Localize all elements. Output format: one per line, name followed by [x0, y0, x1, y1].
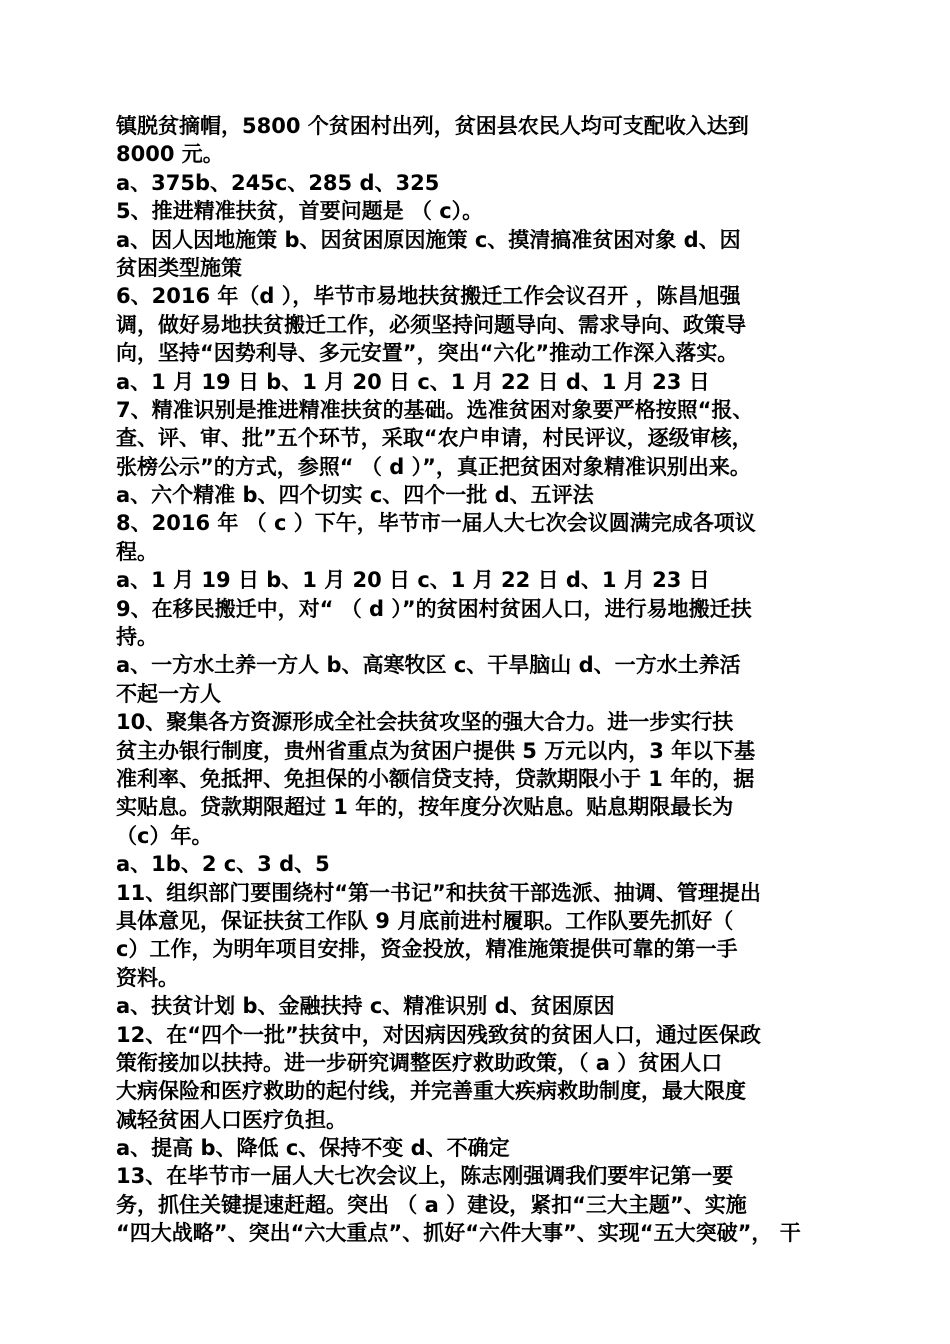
- answer-options-line: a、1 月 19 日 b、1 月 20 日 c、1 月 22 日 d、1 月 23 日: [116, 568, 710, 593]
- answer-options-line: a、提高 b、降低 c、保持不变 d、不确定: [116, 1136, 510, 1161]
- text-line: 镇脱贫摘帽，5800 个贫困村出列，贫困县农民人均可支配收入达到: [116, 114, 749, 138]
- text-line: 贫主办银行制度，贵州省重点为贫困户提供 5 万元以内，3 年以下基: [116, 738, 756, 763]
- question-line: 11、组织部门要围绕村“第一书记”和扶贫干部选派、抽调、管理提出: [116, 880, 761, 905]
- text-line: 务，抓住关键提速赶超。突出 （ a ）建设，紧扣“三大主题”、实施: [116, 1192, 747, 1217]
- text-line: 程。: [116, 539, 158, 564]
- text-line: 准利率、免抵押、免担保的小额信贷支持，贷款期限小于 1 年的，据: [116, 766, 755, 791]
- answer-options-line: a、扶贫计划 b、金融扶持 c、精准识别 d、贫困原因: [116, 994, 615, 1019]
- text-line: （c）年。: [116, 823, 213, 848]
- question-line: 9、在移民搬迁中，对“ （ d ）”的贫困村贫困人口，进行易地搬迁扶: [116, 596, 752, 621]
- question-line: 10、聚集各方资源形成全社会扶贫攻坚的强大合力。进一步实行扶: [116, 710, 734, 735]
- answer-options-line: a、1b、2 c、3 d、5: [116, 852, 330, 877]
- answer-options-line: a、1 月 19 日 b、1 月 20 日 c、1 月 22 日 d、1 月 23 日: [116, 369, 710, 394]
- answer-options-line: a、375b、245c、285 d、325: [116, 170, 440, 195]
- text-line: 持。: [116, 625, 158, 650]
- text-line: 减轻贫困人口医疗负担。: [116, 1107, 347, 1132]
- question-line: 6、2016 年（d ），毕节市易地扶贫搬迁工作会议召开 ，陈昌旭强: [116, 284, 741, 309]
- answer-options-line: a、六个精准 b、四个切实 c、四个一批 d、五评法: [116, 483, 594, 508]
- question-line: 13、在毕节市一届人大七次会议上，陈志刚强调我们要牢记第一要: [116, 1164, 734, 1189]
- answer-options-line: a、因人因地施策 b、因贫困原因施策 c、摸清搞准贫困对象 d、因: [116, 227, 741, 252]
- question-line: 12、在“四个一批”扶贫中，对因病因残致贫的贫困人口，通过医保政: [116, 1022, 761, 1047]
- text-line: 资料。: [116, 965, 179, 990]
- text-line: 张榜公示”的方式，参照“ （ d ）”，真正把贫困对象精准识别出来。: [116, 454, 751, 479]
- text-line: c）工作，为明年项目安排，资金投放，精准施策提供可靠的第一手: [116, 937, 738, 962]
- text-line: 查、评、审、批”五个环节，采取“农户申请，村民评议，逐级审核，: [116, 426, 753, 451]
- question-line: 8、2016 年 （ c ）下午，毕节市一届人大七次会议圆满完成各项议: [116, 511, 756, 536]
- text-line: 大病保险和医疗救助的起付线，并完善重大疾病救助制度，最大限度: [116, 1079, 746, 1104]
- text-line: 不起一方人: [116, 681, 221, 706]
- question-line: 7、精准识别是推进精准扶贫的基础。选准贫困对象要严格按照“报、: [116, 397, 754, 422]
- answer-options-line: a、一方水土养一方人 b、高寒牧区 c、干旱脑山 d、一方水土养活: [116, 653, 741, 678]
- text-line: 策衔接加以扶持。进一步研究调整医疗救助政策，（ a ）贫困人口: [116, 1050, 723, 1075]
- text-line: “四大战略”、突出“六大重点”、抓好“六件大事”、实现“五大突破”， 干: [116, 1221, 801, 1246]
- text-line: 向，坚持“因势利导、多元安置”，突出“六化”推动工作深入落实。: [116, 341, 739, 366]
- text-line: 8000 元。: [116, 142, 224, 167]
- text-line: 贫困类型施策: [116, 255, 242, 280]
- text-line: 具体意见，保证扶贫工作队 9 月底前进村履职。工作队要先抓好（: [116, 908, 734, 933]
- question-line: 5、推进精准扶贫，首要问题是 （ c）。: [116, 199, 484, 224]
- text-line: 调，做好易地扶贫搬迁工作，必须坚持问题导向、需求导向、政策导: [116, 312, 746, 337]
- text-line: 实贴息。贷款期限超过 1 年的，按年度分次贴息。贴息期限最长为: [116, 795, 734, 820]
- document-body: [116, 112, 838, 1248]
